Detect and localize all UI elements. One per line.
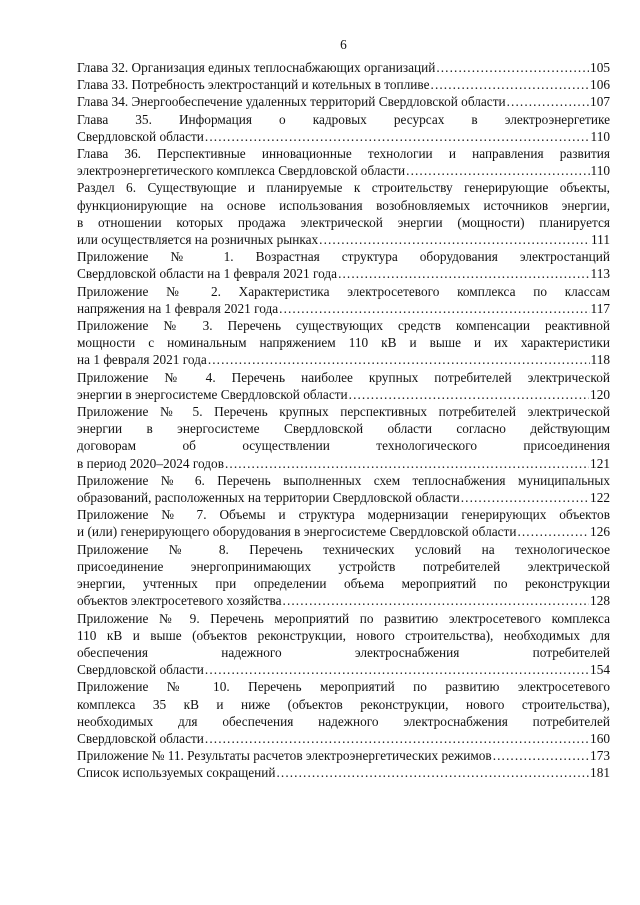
toc-entry-line: договорам об осуществлении технологического присоединения: [77, 438, 610, 454]
toc-entry-last-line: [77, 162, 610, 179]
toc-entry-line: Приложение № 5. Перечень крупных перспективных потребителей электрической: [77, 404, 610, 420]
toc-entry-line: энергии, учтенных при определении объема мероприятий по реконструкции: [77, 576, 610, 592]
toc-entry-last-line: [77, 730, 610, 747]
toc-entry-title: электроэнергетического комплекса Свердловской области: [77, 163, 406, 179]
toc-entry-line: функционирующие на основе использования возобновляемых источников энергии,: [77, 197, 610, 213]
dot-leader: [406, 162, 589, 179]
dot-leader: [338, 265, 589, 282]
toc-page-number: 173: [590, 748, 610, 764]
toc-entry[interactable]: [77, 610, 610, 679]
toc-page-number: 118: [590, 352, 610, 368]
toc-entry-title: Приложение № 11. Результаты расчетов электроэнергетических режимов: [77, 748, 492, 764]
toc-entry-line: Приложение № 1. Возрастная структура оборудования электростанций: [77, 249, 610, 265]
dot-leader: [205, 730, 589, 747]
toc-entry-last-line: [77, 764, 610, 781]
dot-leader: [208, 351, 590, 368]
toc-entry[interactable]: [77, 283, 610, 317]
table-of-contents: [77, 59, 610, 782]
toc-entry[interactable]: [77, 93, 610, 110]
toc-entry-last-line: [77, 265, 610, 282]
toc-entry-line: Приложение № 10. Перечень мероприятий по развитию электросетевого: [77, 679, 610, 695]
dot-leader: [507, 93, 589, 110]
toc-entry-line: Приложение № 7. Объемы и структура модернизации генерирующих объектов: [77, 507, 610, 523]
toc-entry-line: необходимых для обеспечения надежного электроснабжения потребителей: [77, 713, 610, 729]
toc-entry-last-line: [77, 93, 610, 110]
toc-entry[interactable]: [77, 179, 610, 248]
toc-entry-title: Свердловской области: [77, 662, 204, 678]
toc-entry-line: мощности с номинальным напряжением 110 кВ и выше и их характеристики: [77, 335, 610, 351]
toc-entry[interactable]: [77, 506, 610, 540]
page-number: 6: [340, 37, 347, 52]
toc-page-number: 128: [590, 593, 610, 609]
dot-leader: [283, 592, 590, 609]
toc-entry-line: 110 кВ и выше (объектов реконструкции, нового строительства), необходимых для: [77, 627, 610, 643]
toc-entry-title: Глава 34. Энергообеспечение удаленных территорий Свердловской области: [77, 94, 506, 110]
toc-page-number: 110: [590, 163, 610, 179]
dot-leader: [349, 386, 589, 403]
toc-entry[interactable]: [77, 76, 610, 93]
toc-page-number: 122: [590, 490, 610, 506]
toc-entry-title: энергии в энергосистеме Свердловской области: [77, 386, 348, 402]
dot-leader: [493, 747, 589, 764]
toc-entry-title: или осуществляется на розничных рынках: [77, 232, 319, 248]
dot-leader: [279, 300, 589, 317]
toc-page-number: 110: [590, 128, 610, 144]
toc-entry[interactable]: [77, 403, 610, 472]
toc-entry[interactable]: [77, 472, 610, 506]
toc-entry-title: напряжения на 1 февраля 2021 года: [77, 300, 279, 316]
toc-entry-line: Раздел 6. Существующие и планируемые к строительству генерирующие объекты,: [77, 180, 610, 196]
toc-entry-title: образований, расположенных на территории Свердловской области: [77, 490, 460, 506]
toc-page-number: 105: [590, 60, 610, 75]
toc-entry-title: в период 2020–2024 годов: [77, 455, 224, 471]
toc-page-number: 106: [590, 77, 610, 93]
toc-entry[interactable]: [77, 111, 610, 145]
toc-entry[interactable]: [77, 369, 610, 403]
toc-entry-line: присоединение энергопринимающих устройств потребителей электрической: [77, 558, 610, 574]
dot-leader: [276, 764, 589, 781]
toc-entry-title: Свердловской области: [77, 730, 204, 746]
toc-entry-line: Приложение № 3. Перечень существующих средств компенсации реактивной: [77, 318, 610, 334]
toc-entry-last-line: [77, 489, 610, 506]
toc-entry-line: Приложение № 6. Перечень выполненных схем теплоснабжения муниципальных: [77, 472, 610, 488]
toc-entry-last-line: [77, 592, 610, 609]
toc-page-number: 111: [591, 232, 610, 248]
toc-page-number: 181: [590, 765, 610, 781]
toc-entry-last-line: [77, 231, 610, 248]
toc-entry-line: энергии в энергосистеме Свердловской области согласно действующим: [77, 421, 610, 437]
dot-leader: [517, 523, 589, 540]
toc-entry-last-line: [77, 128, 610, 145]
toc-entry[interactable]: [77, 317, 610, 369]
toc-page-number: 154: [590, 662, 610, 678]
dot-leader: [205, 661, 589, 678]
toc-entry-title: Свердловской области на 1 февраля 2021 года: [77, 266, 338, 282]
dot-leader: [225, 455, 589, 472]
toc-entry-last-line: [77, 747, 610, 764]
toc-entry[interactable]: [77, 145, 610, 179]
toc-page-number: 126: [590, 524, 610, 540]
toc-entry-line: Глава 35. Информация о кадровых ресурсах в электроэнергетике: [77, 111, 610, 127]
toc-entry[interactable]: [77, 747, 610, 764]
toc-entry-title: Список используемых сокращений: [77, 765, 276, 781]
toc-entry[interactable]: [77, 541, 610, 610]
toc-entry-line: Приложение № 4. Перечень наиболее крупных потребителей электрической: [77, 369, 610, 385]
toc-entry-last-line: [77, 661, 610, 678]
toc-entry[interactable]: [77, 248, 610, 282]
dot-leader: [319, 231, 590, 248]
toc-entry-line: Приложение № 9. Перечень мероприятий по развитию электросетевого комплекса: [77, 610, 610, 626]
toc-entry-title: объектов электросетевого хозяйства: [77, 593, 282, 609]
toc-entry-line: Глава 36. Перспективные инновационные технологии и направления развития: [77, 146, 610, 162]
dot-leader: [436, 59, 589, 76]
toc-entry-title: Глава 32. Организация единых теплоснабжающих организаций: [77, 60, 436, 75]
toc-page-number: 160: [590, 730, 610, 746]
toc-entry-title: на 1 февраля 2021 года: [77, 352, 207, 368]
toc-entry[interactable]: [77, 764, 610, 781]
toc-entry-line: в отношении которых продажа электрической энергии (мощности) планируется: [77, 214, 610, 230]
toc-entry-last-line: [77, 523, 610, 540]
toc-entry-line: обеспечения надежного электроснабжения потребителей: [77, 644, 610, 660]
toc-page-number: 107: [590, 94, 610, 110]
toc-entry-last-line: [77, 300, 610, 317]
toc-entry-line: Приложение № 2. Характеристика электросетевого комплекса по классам: [77, 283, 610, 299]
toc-entry-last-line: [77, 455, 610, 472]
toc-entry-title: и (или) генерирующего оборудования в энергосистеме Свердловской области: [77, 524, 517, 540]
toc-page-number: 121: [590, 455, 610, 471]
dot-leader: [461, 489, 589, 506]
toc-entry-title: Глава 33. Потребность электростанций и котельных в топливе: [77, 77, 430, 93]
toc-page-number: 117: [590, 300, 610, 316]
toc-entry-last-line: [77, 386, 610, 403]
toc-entry-title: Свердловской области: [77, 128, 204, 144]
dot-leader: [431, 76, 590, 93]
toc-entry[interactable]: [77, 678, 610, 747]
dot-leader: [205, 128, 590, 145]
toc-entry-line: комплекса 35 кВ и ниже (объектов реконструкции, нового строительства),: [77, 696, 610, 712]
toc-page-number: 120: [590, 386, 610, 402]
toc-entry-last-line: [77, 351, 610, 368]
toc-page-number: 113: [590, 266, 610, 282]
toc-entry[interactable]: [77, 59, 610, 76]
toc-entry-last-line: [77, 59, 610, 76]
document-page: [77, 36, 610, 782]
toc-entry-last-line: [77, 76, 610, 93]
toc-entry-line: Приложение № 8. Перечень технических условий на технологическое: [77, 541, 610, 557]
